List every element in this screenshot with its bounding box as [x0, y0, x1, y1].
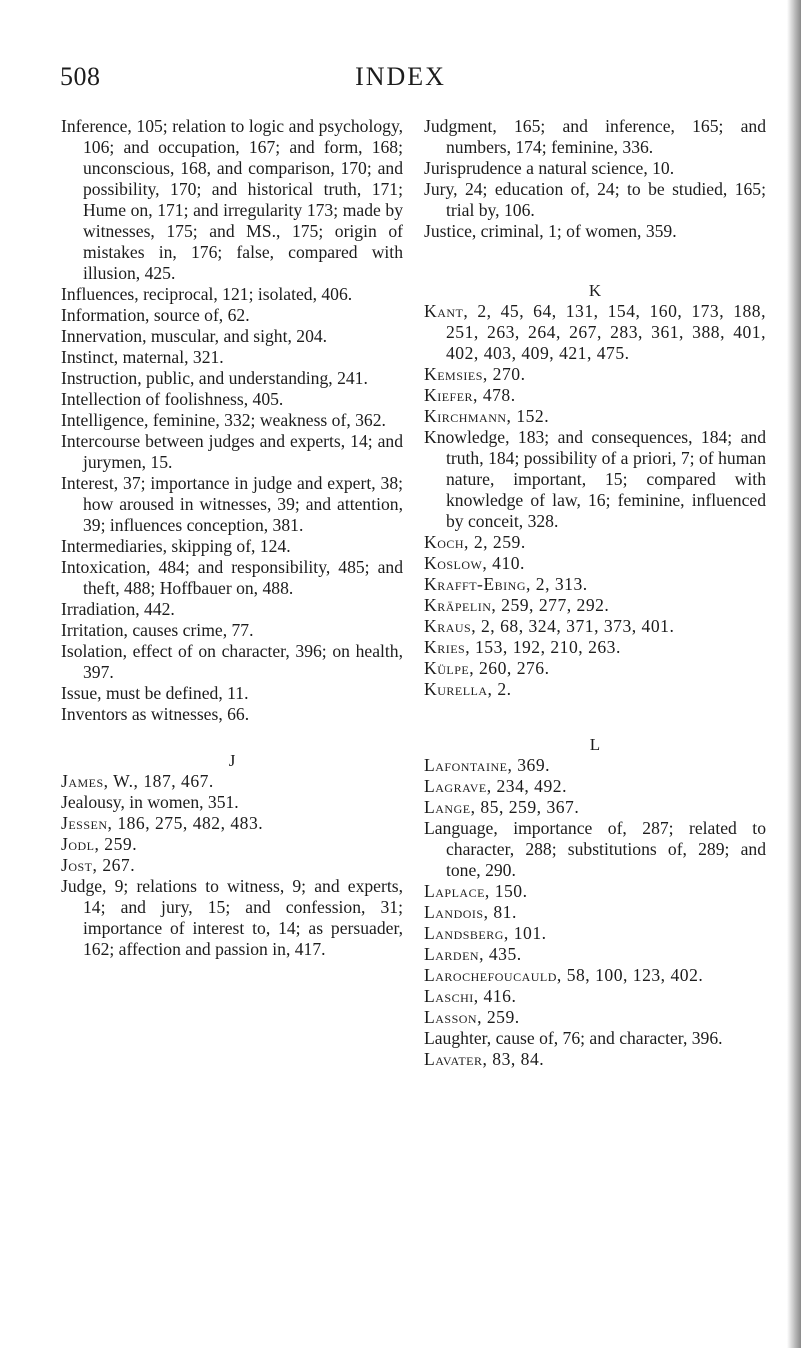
index-entry-krapelin: Kräpelin, 259, 277, 292. [424, 595, 610, 615]
index-entry-landsberg: Landsberg, 101. [424, 923, 547, 943]
index-entry-kurella: Kurella, 2. [424, 679, 512, 699]
running-head-title: INDEX [355, 62, 446, 91]
index-entry-koch: Koch, 2, 259. [424, 532, 526, 552]
index-entry-larochefoucauld: Larochefoucauld, 58, 100, 123, 402. [424, 965, 704, 985]
page-edge-shadow [787, 0, 801, 1348]
page-header [0, 62, 801, 102]
index-entry-isolation: Isolation, effect of on character, 396; on health, 397. [61, 641, 403, 682]
index-entry-issue: Issue, must be defined, 11. [61, 683, 249, 703]
index-entry-kant: Kant, 2, 45, 64, 131, 154, 160, 173, 188, 251, 263, 264, 267, 283, 361, 388, 401, 402, 403, 409, 421, 475. [424, 301, 766, 363]
index-entry-instinct: Instinct, maternal, 321. [61, 347, 224, 367]
index-entry-jost: Jost, 267. [61, 855, 136, 875]
index-entry-intermediaries: Intermediaries, skipping of, 124. [61, 536, 291, 556]
index-entry-landois: Landois, 81. [424, 902, 517, 922]
index-entry-language: Language, importance of, 287; related to character, 288; substitutions of, 289; and tone, 290. [424, 818, 766, 880]
index-entry-lange: Lange, 85, 259, 367. [424, 797, 580, 817]
index-entry-justice: Justice, criminal, 1; of women, 359. [424, 221, 677, 241]
index-entry-inference: Inference, 105; relation to logic and psychology, 106; and occupation, 167; and form, 168; unconscious, 168, and comparison, 170; and possibility, 170; and historical truth, 171; Hume on, 171; and irregularity 173; made by witnesses, 175; and MS., 175; origin of mistakes in, 176; false, compared with illusion, 425. [61, 116, 403, 283]
index-entry-koslow: Koslow, 410. [424, 553, 525, 573]
index-entry-lafontaine: Lafontaine, 369. [424, 755, 551, 775]
right-column [424, 116, 766, 1070]
index-entry-intercourse: Intercourse between judges and experts, 14; and jurymen, 15. [61, 431, 403, 472]
index-entry-knowledge: Knowledge, 183; and consequences, 184; and truth, 184; possibility of a priori, 7; of human nature, important, 15; compared with knowledge of law, 16; feminine, influenced by conceit, 328. [424, 427, 766, 531]
section-letter-j: J [228, 751, 236, 770]
index-entry-laplace: Laplace, 150. [424, 881, 528, 901]
index-entry-interest: Interest, 37; importance in judge and expert, 38; how aroused in witnesses, 39; and attention, 39; influences conception, 381. [61, 473, 403, 535]
index-entry-intelligence: Intelligence, feminine, 332; weakness of, 362. [61, 410, 386, 430]
index-entry-kemsies: Kemsies, 270. [424, 364, 526, 384]
index-entry-inventors: Inventors as witnesses, 66. [61, 704, 250, 724]
index-entry-jodl: Jodl, 259. [61, 834, 138, 854]
index-entry-jury: Jury, 24; education of, 24; to be studied, 165; trial by, 106. [424, 179, 766, 220]
index-entry-kries: Kries, 153, 192, 210, 263. [424, 637, 621, 657]
index-entry-jurisprudence: Jurisprudence a natural science, 10. [424, 158, 675, 178]
index-entry-instruction: Instruction, public, and understanding, 241. [61, 368, 368, 388]
index-entry-judge: Judge, 9; relations to witness, 9; and experts, 14; and jury, 15; and confession, 31; importance of interest to, 14; as persuader, 162; affection and passion in, 417. [61, 876, 403, 959]
index-entry-james: James, W., 187, 467. [61, 771, 214, 791]
index-entry-innervation: Innervation, muscular, and sight, 204. [61, 326, 328, 346]
index-entry-jessen: Jessen, 186, 275, 482, 483. [61, 813, 264, 833]
index-entry-irradiation: Irradiation, 442. [61, 599, 175, 619]
section-letter-l: L [589, 735, 601, 754]
index-entry-lagrave: Lagrave, 234, 492. [424, 776, 567, 796]
page-number: 508 [60, 62, 101, 91]
index-entry-kraus: Kraus, 2, 68, 324, 371, 373, 401. [424, 616, 675, 636]
index-entry-laschi: Laschi, 416. [424, 986, 517, 1006]
section-letter-k: K [588, 281, 602, 300]
index-entry-laughter: Laughter, cause of, 76; and character, 396. [424, 1028, 723, 1048]
index-entry-intellection: Intellection of foolishness, 405. [61, 389, 284, 409]
index-entry-kirchmann: Kirchmann, 152. [424, 406, 550, 426]
index-entry-lasson: Lasson, 259. [424, 1007, 520, 1027]
index-entry-irritation: Irritation, causes crime, 77. [61, 620, 254, 640]
index-entry-kiefer: Kiefer, 478. [424, 385, 516, 405]
index-entry-information: Information, source of, 62. [61, 305, 250, 325]
index-entry-jealousy: Jealousy, in women, 351. [61, 792, 239, 812]
left-column [61, 116, 403, 960]
index-entry-judgment: Judgment, 165; and inference, 165; and numbers, 174; feminine, 336. [424, 116, 766, 157]
index-entry-intoxication: Intoxication, 484; and responsibility, 485; and theft, 488; Hoffbauer on, 488. [61, 557, 403, 598]
index-entry-krafft-ebing: Krafft-Ebing, 2, 313. [424, 574, 588, 594]
index-entry-larden: Larden, 435. [424, 944, 522, 964]
index-entry-influences: Influences, reciprocal, 121; isolated, 406. [61, 284, 353, 304]
index-entry-kulpe: Külpe, 260, 276. [424, 658, 550, 678]
index-entry-lavater: Lavater, 83, 84. [424, 1049, 545, 1069]
